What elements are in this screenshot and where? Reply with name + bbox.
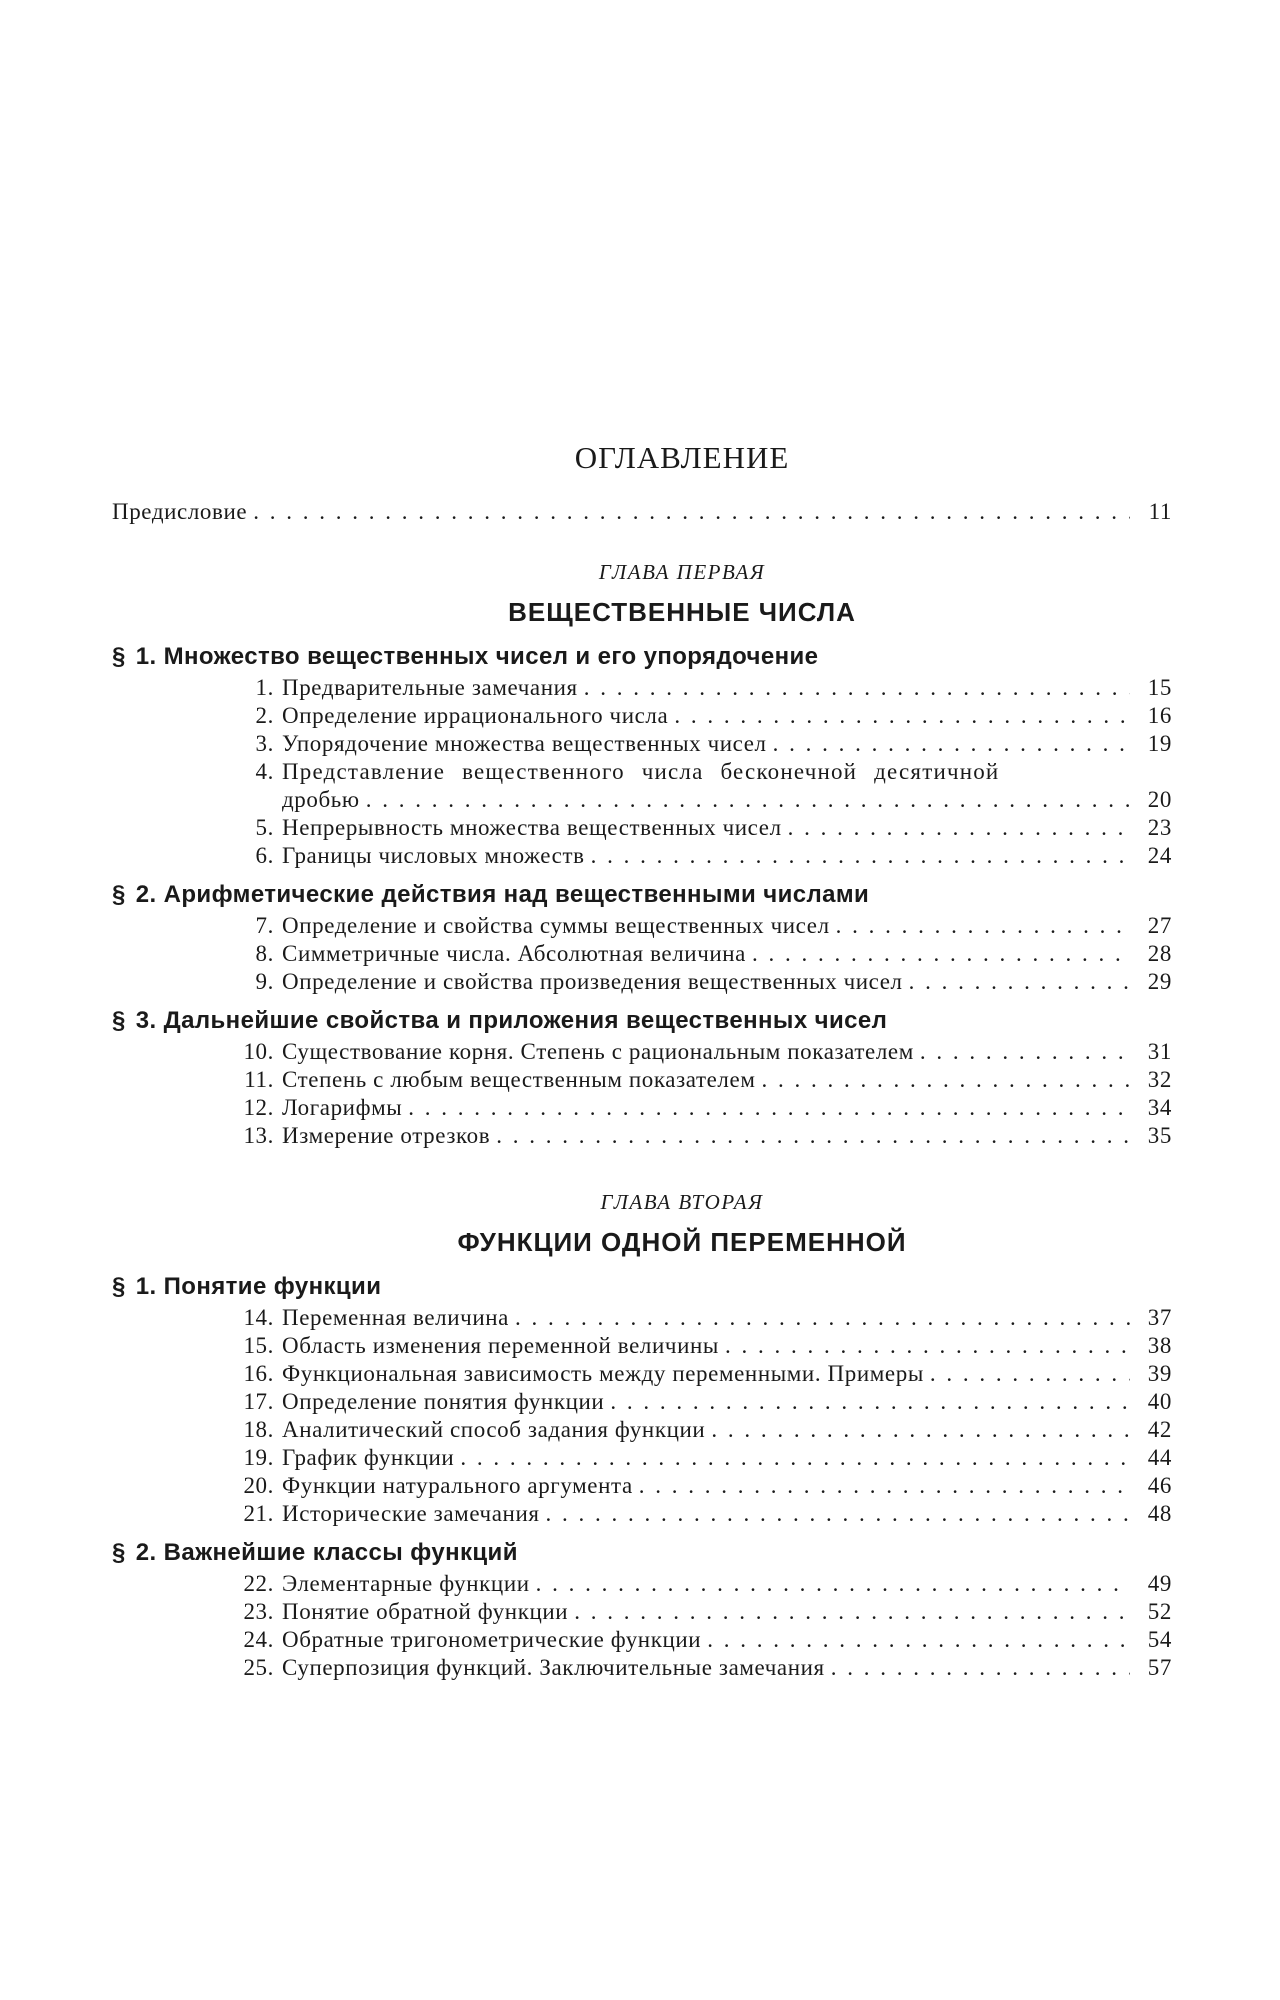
entry-number: 20.	[243, 1473, 274, 1498]
entry-number: 8.	[255, 941, 274, 966]
toc-entry-wrapped[interactable]	[112, 758, 1172, 786]
leader-dots	[515, 1304, 1130, 1332]
toc-entry-text: Предварительные замечания	[282, 675, 578, 700]
chapter-title: ВЕЩЕСТВЕННЫЕ ЧИСЛА	[508, 597, 856, 627]
leader-dots	[930, 1360, 1130, 1388]
toc-entry[interactable]	[112, 1598, 1172, 1626]
leader-dots	[761, 1066, 1130, 1094]
toc-page-number: 35	[1147, 1123, 1172, 1148]
section-sign: §	[112, 1007, 126, 1034]
toc-entry-text: График функции	[282, 1445, 455, 1470]
toc-entry[interactable]	[112, 1360, 1172, 1388]
entry-number: 7.	[255, 913, 274, 938]
section-sign: §	[112, 1273, 126, 1300]
chapter-label: ГЛАВА ПЕРВАЯ	[598, 560, 766, 584]
section-title: 2. Важнейшие классы функций	[135, 1539, 518, 1566]
leader-dots	[836, 912, 1130, 940]
toc-entry-text: Упорядочение множества вещественных чисел	[282, 731, 767, 756]
toc-entry-text: Симметричные числа. Абсолютная величина	[282, 941, 746, 966]
section-sign: §	[112, 643, 126, 670]
section-title: 3. Дальнейшие свойства и приложения вещественных чисел	[135, 1007, 888, 1034]
entry-number: 5.	[255, 815, 274, 840]
entry-number: 1.	[255, 675, 274, 700]
toc-entry-text: Измерение отрезков	[282, 1123, 491, 1148]
toc-entry[interactable]	[112, 1066, 1172, 1094]
entry-number: 22.	[243, 1571, 274, 1596]
leader-dots	[920, 1038, 1130, 1066]
toc-page-number: 16	[1147, 703, 1172, 728]
section-heading[interactable]	[112, 1538, 1172, 1568]
page-title: ОГЛАВЛЕНИЕ	[574, 440, 790, 475]
toc-entry-preface[interactable]	[112, 498, 1172, 526]
toc-page	[112, 440, 1172, 1692]
section-group	[112, 880, 1172, 996]
section-sign: §	[112, 1539, 126, 1566]
section-group	[112, 1272, 1172, 1528]
section-title: 1. Понятие функции	[135, 1273, 382, 1300]
toc-page-number: 15	[1147, 675, 1172, 700]
toc-entry[interactable]	[112, 1038, 1172, 1066]
toc-page-number: 23	[1147, 815, 1172, 840]
entry-number: 21.	[243, 1501, 274, 1526]
toc-entry[interactable]	[112, 1654, 1172, 1682]
toc-entry-text: Область изменения переменной величины	[282, 1333, 719, 1358]
toc-entry-text: Логарифмы	[282, 1095, 403, 1120]
toc-entry-text: дробью	[282, 787, 360, 812]
toc-entry-text: Исторические замечания	[282, 1501, 540, 1526]
chapter-label: ГЛАВА ВТОРАЯ	[600, 1190, 764, 1214]
toc-page-number: 28	[1147, 941, 1172, 966]
toc-page-number: 44	[1147, 1445, 1172, 1470]
section-group	[112, 1538, 1172, 1682]
section-title: 1. Множество вещественных чисел и его упорядочение	[135, 643, 819, 670]
leader-dots	[711, 1416, 1130, 1444]
toc-entry[interactable]	[112, 1094, 1172, 1122]
leader-dots	[610, 1388, 1130, 1416]
toc-page-number: 42	[1147, 1417, 1172, 1442]
toc-entry-text: Существование корня. Степень с рациональным показателем	[282, 1039, 914, 1064]
leader-dots	[788, 814, 1130, 842]
toc-entry-text: Функциональная зависимость между переменными. Примеры	[282, 1361, 924, 1386]
entry-number: 9.	[255, 969, 274, 994]
toc-page-number: 38	[1147, 1333, 1172, 1358]
leader-dots	[725, 1332, 1130, 1360]
section-sign: §	[112, 881, 126, 908]
section-group	[112, 642, 1172, 870]
toc-entry[interactable]	[112, 1472, 1172, 1500]
section-heading[interactable]	[112, 880, 1172, 910]
leader-dots	[773, 730, 1130, 758]
toc-page-number: 48	[1147, 1501, 1172, 1526]
toc-entry[interactable]	[112, 1626, 1172, 1654]
entry-number: 3.	[255, 731, 274, 756]
leader-dots	[831, 1654, 1130, 1682]
leader-dots	[909, 968, 1130, 996]
toc-entry-text: Функции натурального аргумента	[282, 1473, 633, 1498]
toc-page-number: 39	[1147, 1361, 1172, 1386]
toc-entry-text: Обратные тригонометрические функции	[282, 1627, 702, 1652]
toc-page-number: 46	[1147, 1473, 1172, 1498]
chapter-1	[112, 560, 1172, 1150]
entry-number: 24.	[243, 1627, 274, 1652]
toc-page-number: 49	[1147, 1571, 1172, 1596]
toc-entry-text: Предисловие	[112, 499, 248, 524]
toc-entry-text: Определение иррационального числа	[282, 703, 669, 728]
toc-page-number: 27	[1147, 913, 1172, 938]
toc-page-number: 31	[1147, 1039, 1172, 1064]
entry-number: 16.	[243, 1361, 274, 1386]
toc-page-number: 11	[1148, 499, 1172, 524]
toc-page-number: 37	[1147, 1305, 1172, 1330]
toc-page-number: 40	[1147, 1389, 1172, 1414]
toc-page-number: 29	[1147, 969, 1172, 994]
toc-entry-text: Переменная величина	[282, 1305, 509, 1330]
toc-entry-text: Непрерывность множества вещественных чисел	[282, 815, 782, 840]
toc-entry[interactable]	[112, 1388, 1172, 1416]
toc-entry[interactable]	[112, 1500, 1172, 1528]
leader-dots	[584, 674, 1130, 702]
toc-page-number: 19	[1147, 731, 1172, 756]
toc-page-number: 32	[1147, 1067, 1172, 1092]
leader-dots	[460, 1444, 1130, 1472]
section-heading[interactable]	[112, 642, 1172, 672]
leader-dots	[591, 842, 1130, 870]
toc-entry-text: Границы числовых множеств	[282, 843, 585, 868]
toc-entry[interactable]	[112, 912, 1172, 940]
leader-dots	[674, 702, 1130, 730]
toc-entry[interactable]	[112, 1570, 1172, 1598]
toc-entry-text: Элементарные функции	[282, 1571, 530, 1596]
toc-page-number: 20	[1147, 787, 1172, 812]
toc-entry[interactable]	[112, 842, 1172, 870]
entry-number: 19.	[243, 1445, 274, 1470]
section-group	[112, 1006, 1172, 1150]
entry-number: 23.	[243, 1599, 274, 1624]
entry-number: 18.	[243, 1417, 274, 1442]
entry-number: 2.	[255, 703, 274, 728]
toc-entry[interactable]	[112, 730, 1172, 758]
section-title: 2. Арифметические действия над вещественными числами	[135, 881, 870, 908]
leader-dots	[639, 1472, 1130, 1500]
entry-number: 15.	[243, 1333, 274, 1358]
toc-entry[interactable]	[112, 814, 1172, 842]
entry-number: 17.	[243, 1389, 274, 1414]
toc-entry-text: Понятие обратной функции	[282, 1599, 569, 1624]
leader-dots	[366, 786, 1130, 814]
leader-dots	[546, 1500, 1130, 1528]
entry-number: 10.	[243, 1039, 274, 1064]
toc-page-number: 57	[1147, 1655, 1172, 1680]
toc-entry[interactable]	[112, 1122, 1172, 1150]
toc-entry-text: Представление вещественного числа бесконечной десятичной	[282, 759, 1000, 784]
toc-entry-text: Аналитический способ задания функции	[282, 1417, 706, 1442]
entry-number: 4.	[255, 759, 274, 784]
toc-entry-continuation[interactable]	[112, 786, 1172, 814]
toc-page-number: 52	[1147, 1599, 1172, 1624]
entry-number: 14.	[243, 1305, 274, 1330]
entry-number: 25.	[243, 1655, 274, 1680]
toc-entry-text: Суперпозиция функций. Заключительные замечания	[282, 1655, 825, 1680]
toc-entry-text: Определение понятия функции	[282, 1389, 605, 1414]
leader-dots	[253, 498, 1130, 526]
toc-entry[interactable]	[112, 1444, 1172, 1472]
toc-page-number: 34	[1147, 1095, 1172, 1120]
leader-dots	[574, 1598, 1130, 1626]
toc-entry-text: Определение и свойства суммы вещественных чисел	[282, 913, 830, 938]
leader-dots	[536, 1570, 1130, 1598]
toc-entry[interactable]	[112, 1304, 1172, 1332]
toc-entry[interactable]	[112, 1416, 1172, 1444]
entry-number: 6.	[255, 843, 274, 868]
toc-entry[interactable]	[112, 940, 1172, 968]
toc-entry[interactable]	[112, 1332, 1172, 1360]
chapter-title: ФУНКЦИИ ОДНОЙ ПЕРЕМЕННОЙ	[457, 1227, 907, 1257]
toc-page-number: 24	[1147, 843, 1172, 868]
entry-number: 11.	[244, 1067, 274, 1092]
chapter-2	[112, 1190, 1172, 1682]
leader-dots	[752, 940, 1130, 968]
leader-dots	[707, 1626, 1130, 1654]
section-heading[interactable]	[112, 1006, 1172, 1036]
leader-dots	[496, 1122, 1130, 1150]
toc-entry[interactable]	[112, 674, 1172, 702]
toc-entry-text: Определение и свойства произведения вещественных чисел	[282, 969, 903, 994]
section-heading[interactable]	[112, 1272, 1172, 1302]
toc-entry-text: Степень с любым вещественным показателем	[282, 1067, 756, 1092]
toc-page-number: 54	[1147, 1627, 1172, 1652]
entry-number: 13.	[243, 1123, 274, 1148]
entry-number: 12.	[243, 1095, 274, 1120]
leader-dots	[408, 1094, 1130, 1122]
toc-entry[interactable]	[112, 702, 1172, 730]
toc-entry[interactable]	[112, 968, 1172, 996]
